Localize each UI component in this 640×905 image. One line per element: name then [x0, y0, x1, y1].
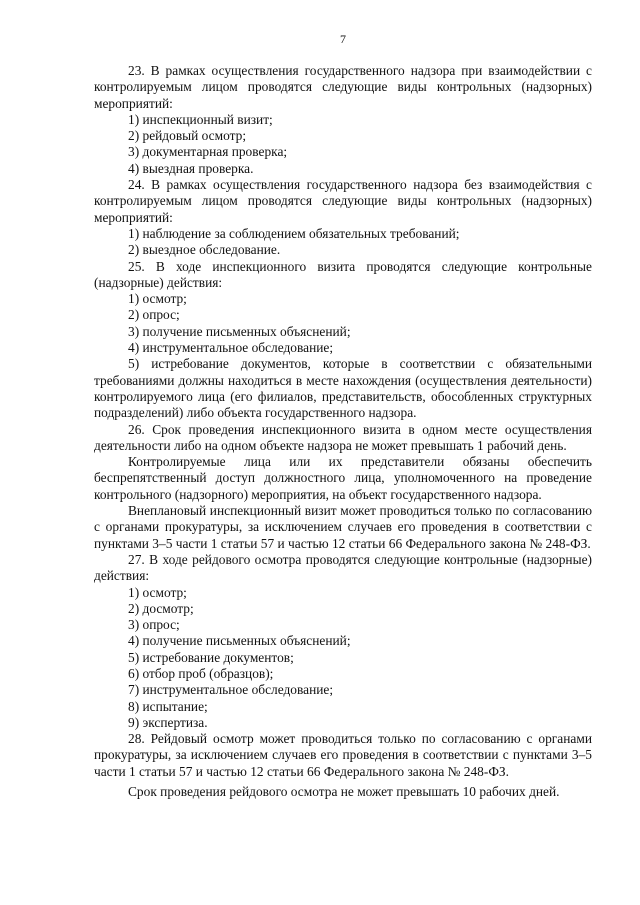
clause-23-item: 1) инспекционный визит;	[128, 111, 273, 127]
clause-25-item: 3) получение письменных объяснений;	[128, 323, 351, 339]
clause-24-intro: 24. В рамках осуществления государственного надзора без взаимодействия с контролируемым лицом проводятся следующие виды контрольных (надзорных) мероприятий:	[94, 177, 592, 225]
clause-28-paragraph: 28. Рейдовый осмотр может проводиться только по согласованию с органами прокуратуры, за исключением случаев его проведения в соответствии с пунктами 3–5 части 1 статьи 57 и частью 12 статьи 66 Федерального закона № 248-ФЗ.	[94, 731, 592, 779]
clause-25-item: 2) опрос;	[128, 307, 180, 323]
clause-23-item: 2) рейдовый осмотр;	[128, 128, 247, 144]
clause-27-item: 6) отбор проб (образцов);	[128, 665, 274, 681]
clause-27-item: 2) досмотр;	[128, 600, 194, 616]
clause-25-item-5: 5) истребование документов, которые в соответствии с обязательными требованиями должны находиться в месте нахождения (осуществления деятельности) контролируемого лица (его филиалов, представительств, обособленных структурных подразделений) либо объекта государственного надзора.	[94, 356, 592, 421]
clause-27-intro: 27. В ходе рейдового осмотра проводятся следующие контрольные (надзорные) действия:	[94, 551, 592, 584]
clause-23-item: 4) выездная проверка.	[128, 160, 254, 176]
clause-27-item: 7) инструментальное обследование;	[128, 682, 334, 698]
page-number: 7	[340, 32, 346, 46]
clause-28-paragraph: Срок проведения рейдового осмотра не может превышать 10 рабочих дней.	[128, 784, 560, 800]
clause-27-item: 4) получение письменных объяснений;	[128, 633, 351, 649]
clause-23-item: 3) документарная проверка;	[128, 144, 288, 160]
clause-27-item: 5) истребование документов;	[128, 649, 294, 665]
clause-27-item: 8) испытание;	[128, 698, 208, 714]
clause-27-item: 9) экспертиза.	[128, 714, 208, 730]
clause-26-paragraph: 26. Срок проведения инспекционного визита в одном месте осуществления деятельности либо на одном объекте надзора не может превышать 1 рабочий день.	[94, 421, 592, 453]
clause-27-item: 3) опрос;	[128, 617, 180, 633]
clause-23-intro: 23. В рамках осуществления государственного надзора при взаимодействии с контролируемым лицом проводятся следующие виды контрольных (надзорных) мероприятий:	[94, 63, 592, 111]
clause-25-item: 4) инструментальное обследование;	[128, 340, 334, 356]
clause-25-item: 1) осмотр;	[128, 291, 187, 307]
clause-26-paragraph: Контролируемые лица или их представители обязаны обеспечить беспрепятственный доступ должностного лица, уполномоченного на проведение контрольного (надзорного) мероприятия, на объект государственного надзора.	[94, 454, 592, 502]
clause-24-item: 1) наблюдение за соблюдением обязательных требований;	[128, 225, 460, 241]
clause-25-intro: 25. В ходе инспекционного визита проводятся следующие контрольные (надзорные) действия:	[94, 258, 592, 290]
clause-24-item: 2) выездное обследование.	[128, 242, 281, 258]
clause-26-paragraph: Внеплановый инспекционный визит может проводиться только по согласованию с органами прокуратуры, за исключением случаев его проведения в соответствии с пунктами 3–5 части 1 статьи 57 и частью 12 статьи 66 Федерального закона № 248-ФЗ.	[94, 503, 592, 551]
clause-27-item: 1) осмотр;	[128, 584, 187, 600]
